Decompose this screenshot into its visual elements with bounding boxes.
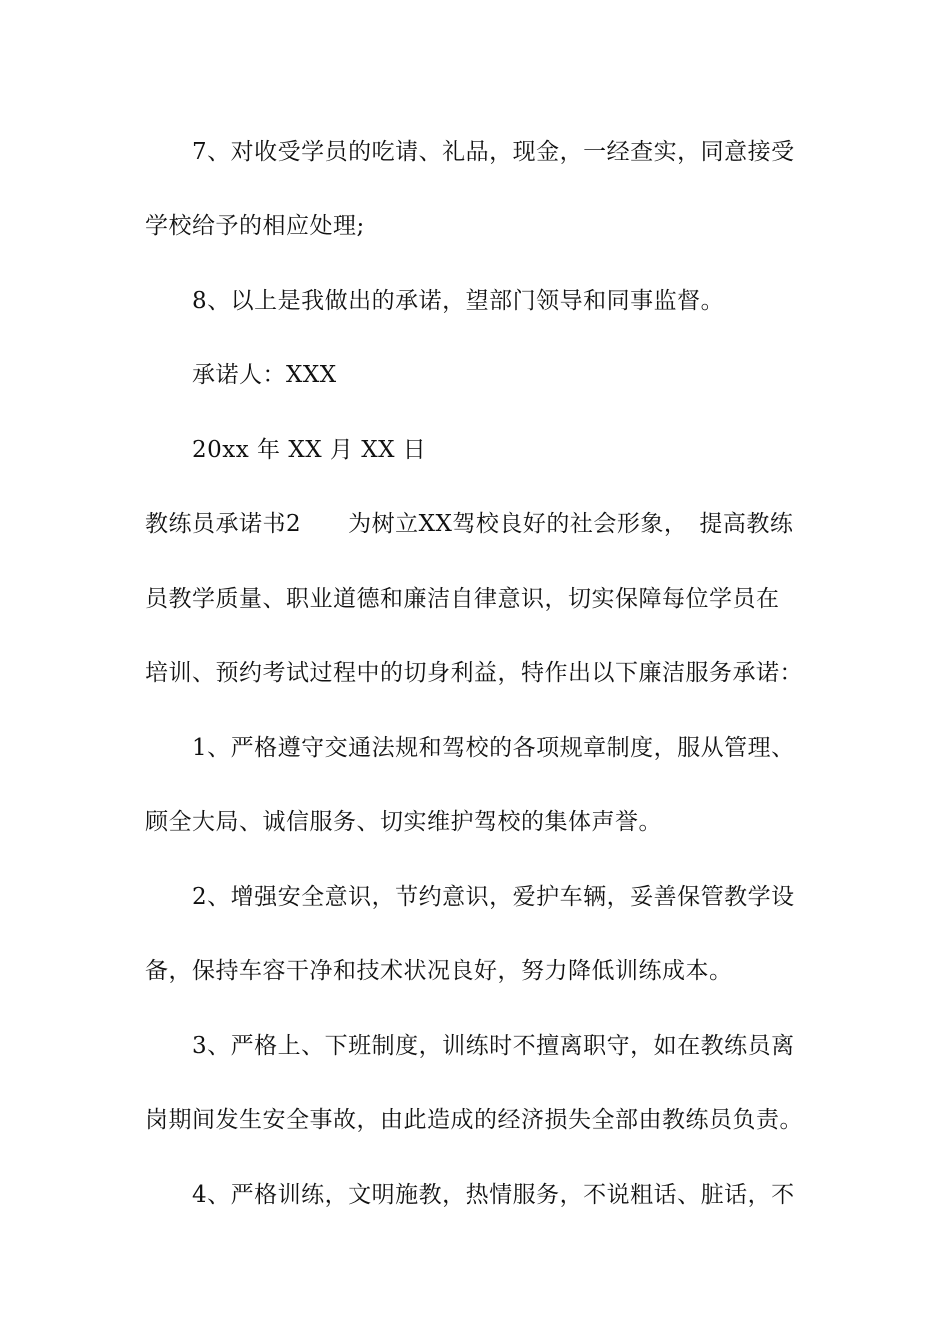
paragraph-line: 7、对收受学员的吃请、礼品，现金，一经查实，同意接受 <box>192 139 795 165</box>
paragraph-line: 岗期间发生安全事故，由此造成的经济损失全部由教练员负责。 <box>145 1107 803 1133</box>
paragraph-line: 1、严格遵守交通法规和驾校的各项规章制度，服从管理、 <box>192 735 795 761</box>
paragraph-line: 8、以上是我做出的承诺，望部门领导和同事监督。 <box>192 288 725 314</box>
paragraph-line: 培训、预约考试过程中的切身利益，特作出以下廉洁服务承诺： <box>145 660 803 686</box>
paragraph-line: 学校给予的相应处理; <box>145 213 365 239</box>
signature-line: 承诺人：XXX <box>192 362 337 388</box>
date-line: 20xx 年 XX 月 XX 日 <box>192 437 427 463</box>
paragraph-line: 备，保持车容干净和技术状况良好，努力降低训练成本。 <box>145 958 733 984</box>
paragraph-line: 2、增强安全意识，节约意识，爱护车辆，妥善保管教学设 <box>192 884 795 910</box>
paragraph-line: 3、严格上、下班制度，训练时不擅离职守，如在教练员离 <box>192 1033 795 1059</box>
section-heading-line: 教练员承诺书2 为树立XX驾校良好的社会形象， 提高教练 <box>145 511 794 537</box>
paragraph-line: 顾全大局、诚信服务、切实维护驾校的集体声誉。 <box>145 809 662 835</box>
paragraph-line: 员教学质量、职业道德和廉洁自律意识，切实保障每位学员在 <box>145 586 780 612</box>
paragraph-line: 4、严格训练，文明施教，热情服务，不说粗话、脏话，不 <box>192 1182 795 1208</box>
